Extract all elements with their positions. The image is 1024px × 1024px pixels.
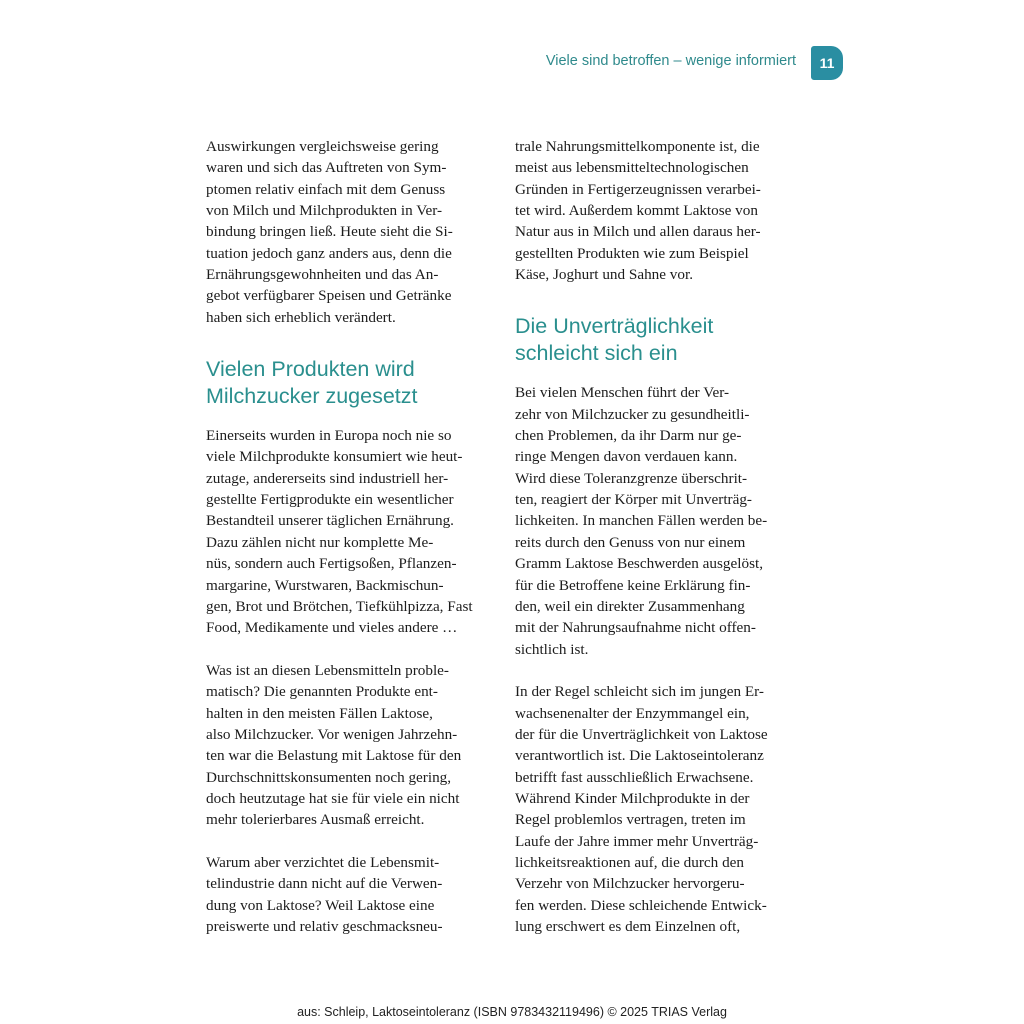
heading-line: Vielen Produkten wird [206,357,415,382]
text-line: ten, reagiert der Körper mit Unverträg- [515,491,752,509]
text-line: Natur aus in Milch und allen daraus her- [515,223,761,241]
paragraph [515,136,800,285]
text-line: also Milchzucker. Vor wenigen Jahrzehn- [206,725,458,743]
running-header: Viele sind betroffen – wenige informiert [545,53,796,69]
text-line: Bestandteil unserer täglichen Ernährung. [206,512,454,530]
text-line: Ernährungsgewohnheiten und das An- [206,266,439,284]
text-line: tuation jedoch ganz anders aus, denn die [206,244,452,262]
text-line: Verzehr von Milchzucker hervorgeru- [515,875,745,893]
section-heading [206,356,488,410]
heading-line: schleicht sich ein [515,341,678,366]
text-line: Bei vielen Menschen führt der Ver- [515,384,730,402]
text-line: für die Betroffene keine Erklärung fin- [515,576,751,594]
text-line: gestellte Fertigprodukte ein wesentlicher [206,491,454,509]
text-line: Durchschnittskonsumenten noch gering, [206,768,452,786]
text-line: der für die Unverträglichkeit von Laktose [515,725,768,743]
heading-line: Milchzucker zugesetzt [206,384,418,409]
text-line: Dazu zählen nicht nur komplette Me- [206,533,434,551]
text-line: bindung bringen ließ. Heute sieht die Si- [206,223,453,241]
paragraph-gap [206,831,488,852]
text-line: Gründen in Fertigerzeugnissen verarbei- [515,180,761,198]
text-line: trale Nahrungsmittelkomponente ist, die [515,138,760,155]
text-line: matisch? Die genannten Produkte ent- [206,683,438,701]
text-line: den, weil ein direkter Zusammenhang [515,597,745,615]
text-line: zehr von Milchzucker zu gesundheitli- [515,405,750,423]
right-column [515,136,800,937]
paragraph [206,660,488,831]
text-line: waren und sich das Auftreten von Sym- [206,159,447,177]
text-line: chen Problemen, da ihr Darm nur ge- [515,427,742,445]
text-line: lichkeitsreaktionen auf, die durch den [515,853,744,871]
text-line: ptomen relativ einfach mit dem Genuss [206,180,446,198]
text-line: Gramm Laktose Beschwerden ausgelöst, [515,555,763,573]
text-line: lichkeiten. In manchen Fällen werden be- [515,512,768,530]
text-line: Laufe der Jahre immer mehr Unverträg- [515,832,759,850]
text-line: doch heutzutage hat sie für viele ein nicht [206,789,460,807]
text-line: verantwortlich ist. Die Laktoseintoleranz [515,747,764,765]
text-line: Einerseits wurden in Europa noch nie so [206,427,452,445]
text-line: ringe Mengen davon verdauen kann. [515,448,738,466]
text-line: fen werden. Diese schleichende Entwick- [515,896,767,914]
text-line: reits durch den Genuss von nur einem [515,533,746,551]
text-line: betrifft fast ausschließlich Erwachsene. [515,768,754,786]
paragraph-gap [206,639,488,660]
text-line: ten war die Belastung mit Laktose für den [206,747,462,765]
text-line: Warum aber verzichtet die Lebensmit- [206,853,440,871]
text-line: Regel problemlos vertragen, treten im [515,811,746,829]
paragraph [206,425,488,638]
text-line: lung erschwert es dem Einzelnen oft, [515,918,741,935]
text-line: mit der Nahrungsaufnahme nicht offen- [515,619,756,637]
text-line: meist aus lebensmitteltechnologischen [515,159,749,177]
text-line: Auswirkungen vergleichsweise gering [206,138,439,155]
text-line: gestellten Produkten wie zum Beispiel [515,244,749,262]
paragraph-gap [515,660,800,681]
left-column [206,136,488,937]
text-line: In der Regel schleicht sich im jungen Er- [515,683,764,701]
text-line: wachsenenalter der Enzymmangel ein, [515,704,750,722]
text-line: Was ist an diesen Lebensmitteln proble- [206,661,449,679]
page-number-badge: 11 [811,46,843,80]
text-line: dung von Laktose? Weil Laktose eine [206,896,435,914]
text-line: tet wird. Außerdem kommt Laktose von [515,202,758,220]
text-line: halten in den meisten Fällen Laktose, [206,704,433,722]
text-line: sichtlich ist. [515,640,589,658]
text-line: margarine, Wurstwaren, Backmischun- [206,576,444,594]
text-line: Food, Medikamente und vieles andere … [206,619,458,637]
text-line: mehr tolerierbares Ausmaß erreicht. [206,811,425,829]
footer-citation: aus: Schleip, Laktoseintoleranz (ISBN 9783432119496) © 2025 TRIAS Verlag [297,1005,727,1019]
paragraph [515,681,800,937]
text-line: haben sich erheblich verändert. [206,308,396,326]
text-line: Wird diese Toleranzgrenze überschrit- [515,469,748,487]
text-line: Während Kinder Milchprodukte in der [515,789,750,807]
paragraph [206,136,488,328]
text-line: nüs, sondern auch Fertigsoßen, Pflanzen- [206,555,457,573]
text-line: gen, Brot und Brötchen, Tiefkühlpizza, Fast [206,597,473,615]
text-line: gebot verfügbarer Speisen und Getränke [206,287,452,305]
text-line: Käse, Joghurt und Sahne vor. [515,266,694,284]
text-line: von Milch und Milchprodukten in Ver- [206,202,443,220]
text-line: preiswerte und relativ geschmacksneu- [206,918,443,935]
text-line: telindustrie dann nicht auf die Verwen- [206,875,443,893]
text-line: viele Milchprodukte konsumiert wie heut- [206,448,463,466]
paragraph [515,382,800,659]
text-line: zutage, andererseits sind industriell her- [206,469,449,487]
heading-line: Die Unverträglichkeit [515,314,714,339]
paragraph [206,852,488,937]
section-heading [515,313,800,367]
